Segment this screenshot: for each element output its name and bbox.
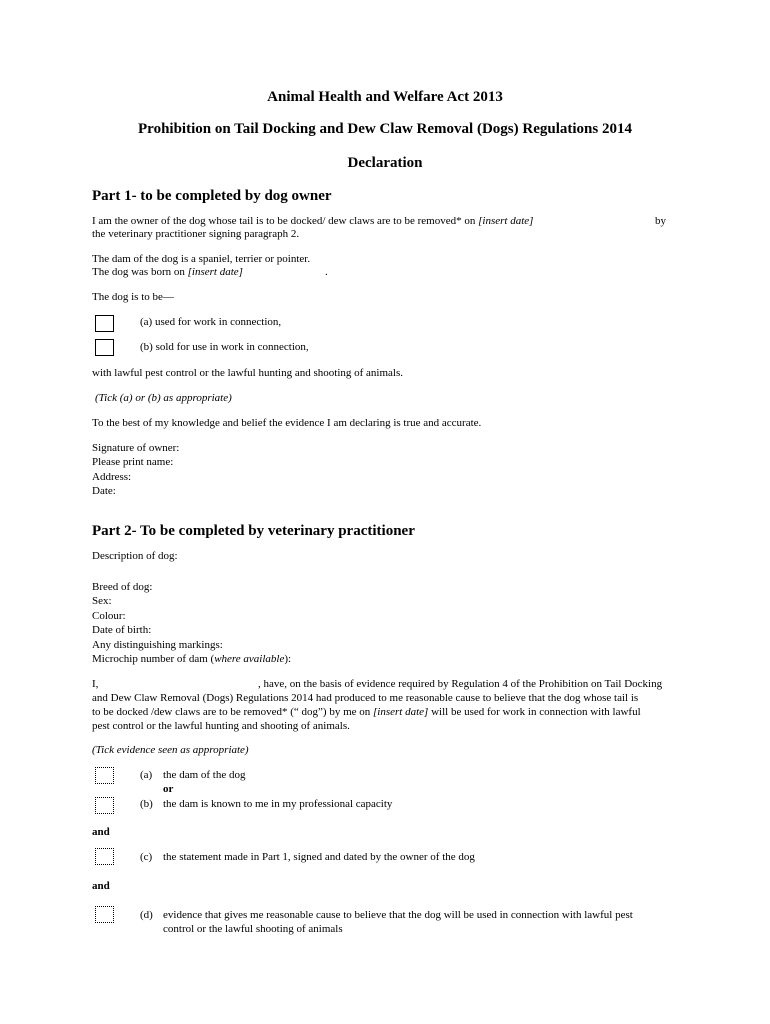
microchip-italic: where available [214, 653, 285, 665]
option-a-checkbox[interactable] [95, 315, 114, 332]
vet-statement-line4: pest control or the lawful hunting and shooting of animals. [92, 720, 350, 732]
truth-statement: To the best of my knowledge and belief the evidence I am declaring is true and accurate. [92, 417, 482, 429]
declaration-heading: Declaration [347, 155, 423, 171]
born-date-line [92, 265, 243, 279]
owner-statement-line2: the veterinary practitioner signing paragraph 2. [92, 228, 300, 240]
description-of-dog-label: Description of dog: [92, 550, 178, 562]
microchip-end: ): [284, 653, 292, 665]
evidence-a-checkbox[interactable] [95, 767, 114, 784]
evidence-a-label: (a) [140, 769, 153, 781]
evidence-a-text: the dam of the dog [163, 769, 246, 781]
signature-of-owner-label: Signature of owner: [92, 442, 180, 454]
dog-is-to-be: The dog is to be— [92, 291, 174, 303]
date-of-birth-label: Date of birth: [92, 624, 152, 636]
vet-line3-text: to be docked /dew claws are to be removed* (“ dog”) by me on [92, 706, 374, 718]
evidence-c-text: the statement made in Part 1, signed and dated by the owner of the dog [163, 851, 475, 863]
option-b-label: (b) sold for use in work in connection, [140, 341, 309, 353]
evidence-d-checkbox[interactable] [95, 906, 114, 923]
address-label: Address: [92, 471, 132, 483]
colour-label: Colour: [92, 610, 126, 622]
evidence-d-line2: control or the lawful shooting of animals [163, 923, 343, 935]
born-text: The dog was born on [92, 266, 188, 278]
dam-breed-statement: The dam of the dog is a spaniel, terrier or pointer. [92, 253, 311, 265]
part2-heading: Part 2- To be completed by veterinary practitioner [92, 523, 415, 539]
page-title: Animal Health and Welfare Act 2013 [267, 89, 503, 105]
option-b-checkbox[interactable] [95, 339, 114, 356]
evidence-c-label: (c) [140, 851, 153, 863]
and-label-2: and [92, 880, 110, 892]
evidence-b-label: (b) [140, 798, 153, 810]
evidence-d-label: (d) [140, 909, 153, 921]
part1-heading: Part 1- to be completed by dog owner [92, 188, 332, 204]
breed-label: Breed of dog: [92, 581, 153, 593]
vet-statement-line3 [92, 705, 641, 719]
vet-insert-date: [insert date] [373, 706, 429, 718]
owner-statement-text: I am the owner of the dog whose tail is to be docked/ dew claws are to be removed* on [92, 215, 479, 227]
vet-statement-line1: , have, on the basis of evidence required by Regulation 4 of the Prohibition on Tail Docking [258, 678, 663, 690]
regulations-title: Prohibition on Tail Docking and Dew Claw Removal (Dogs) Regulations 2014 [138, 121, 632, 137]
evidence-c-checkbox[interactable] [95, 848, 114, 865]
print-name-label: Please print name: [92, 456, 174, 468]
vet-statement-line2: and Dew Claw Removal (Dogs) Regulations 2014 had produced to me reasonable cause to believe that the dog whose tail is [92, 692, 639, 704]
tick-evidence-instruction: (Tick evidence seen as appropriate) [92, 744, 249, 756]
option-a-label: (a) used for work in connection, [140, 316, 282, 328]
microchip-text: Microchip number of dam ( [92, 653, 215, 665]
lawful-purpose-line: with lawful pest control or the lawful hunting and shooting of animals. [92, 367, 404, 379]
born-line-end: . [325, 266, 328, 278]
sex-label: Sex: [92, 595, 112, 607]
or-label: or [163, 783, 174, 795]
evidence-b-text: the dam is known to me in my professional capacity [163, 798, 393, 810]
distinguishing-markings-label: Any distinguishing markings: [92, 639, 223, 651]
microchip-label [92, 652, 291, 666]
and-label-1: and [92, 826, 110, 838]
tick-instruction: (Tick (a) or (b) as appropriate) [95, 392, 232, 404]
date-label: Date: [92, 485, 116, 497]
owner-statement-line1 [92, 214, 533, 228]
vet-i-label: I, [92, 678, 99, 690]
born-insert-date: [insert date] [187, 266, 243, 278]
owner-statement-by: by [655, 215, 666, 227]
evidence-d-line1: evidence that gives me reasonable cause to believe that the dog will be used in connection with lawful pest [163, 909, 633, 921]
vet-line3-end: will be used for work in connection with lawful [428, 706, 641, 718]
evidence-b-checkbox[interactable] [95, 797, 114, 814]
insert-date-placeholder: [insert date] [478, 215, 534, 227]
